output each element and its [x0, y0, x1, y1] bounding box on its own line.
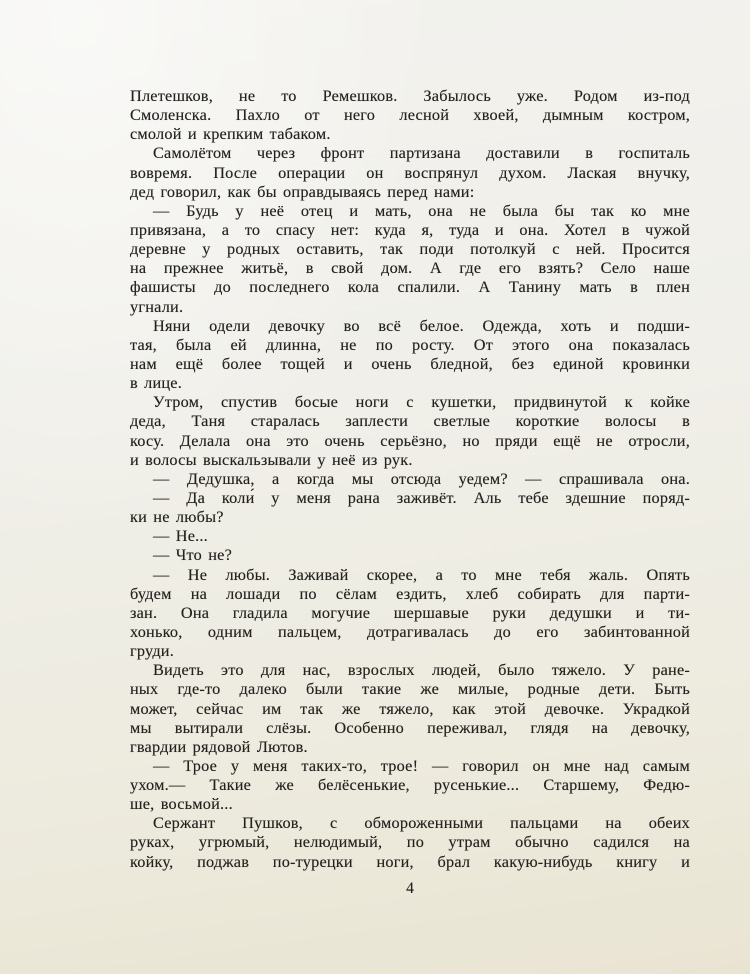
text-line: фашисты до последнего кола спалили. А Танину мать в плен	[130, 277, 690, 297]
text-line: Плетешков, не то Ремешков. Забылось уже. Родом из-под	[130, 86, 690, 105]
paragraph	[130, 143, 690, 200]
text-line: деда, Таня старалась заплести светлые короткие волосы в	[130, 411, 690, 431]
page-number: 4	[406, 880, 414, 897]
text-line: Няни одели девочку во всё белое. Одежда, хоть и подши-	[153, 315, 690, 335]
text-line: Утром, спустив босые ноги с кушетки, придвинутой к койке	[153, 392, 690, 412]
text-line: — Что не?	[153, 545, 233, 565]
paragraph	[130, 756, 690, 813]
text-line: смолой и крепким табаком.	[130, 124, 331, 144]
text-line: — Не любы. Заживай скорее, а то мне тебя жаль. Опять	[153, 564, 690, 584]
text-line: хонько, одним пальцем, дотрагивалась до его забинтованной	[130, 621, 690, 641]
paragraph	[130, 201, 690, 316]
text-line: — Дедушка, а когда мы отсюда уедем? — спрашивала она.	[153, 468, 690, 488]
text-line: на прежнее житьё, в свой дом. А где его взять? Село наше	[130, 258, 690, 278]
text-line: Смоленска. Пахло от него лесной хвоей, дымным костром,	[130, 105, 690, 125]
text-line: ше, восьмой...	[130, 794, 233, 814]
text-line: привязана, а то спасу нет: куда я, туда и она. Хотел в чужой	[130, 219, 690, 239]
paragraph	[130, 86, 690, 143]
text-line: деревне у родных оставить, так поди потолкуй с ней. Просится	[130, 239, 690, 259]
text-line: вовремя. После операции он воспрянул духом. Лаская внучку,	[130, 162, 690, 182]
text-line: дед говорил, как бы оправдываясь перед нами:	[130, 181, 475, 201]
text-line: в лице.	[130, 373, 183, 393]
text-line: Сержант Пушков, с обмороженными пальцами на обеих	[153, 813, 690, 833]
text-line: ухом.— Такие же белёсенькие, русенькие... Старшему, Федю-	[130, 775, 690, 795]
text-line: — Будь у неё отец и мать, она не была бы так ко мне	[153, 200, 690, 220]
text-line: может, сейчас им так же тяжело, как этой девочке. Украдкой	[130, 698, 690, 718]
text-line: нам ещё более тощей и очень бледной, без единой кровинки	[130, 353, 690, 373]
text-line: мы вытирали слёзы. Особенно переживал, глядя на девочку,	[130, 717, 690, 737]
paragraph	[130, 526, 690, 545]
paragraph	[130, 488, 690, 526]
text-line: — Да коли́ у меня рана заживёт. Аль тебе здешние поряд-	[153, 487, 690, 507]
text-line: руках, угрюмый, нелюдимый, по утрам обычно садился на	[130, 832, 690, 852]
text-line: тая, была ей длинна, не по росту. От этого она показалась	[130, 334, 690, 354]
paragraph	[130, 813, 690, 870]
paragraph	[130, 316, 690, 393]
text-line: будем на лошади по сёлам ездить, хлеб собирать для парти-	[130, 583, 690, 603]
page-text	[130, 86, 690, 871]
text-line: Самолётом через фронт партизана доставили в госпиталь	[153, 143, 690, 163]
text-line: ки не любы?	[130, 507, 224, 527]
text-line: и волосы выскальзывали у неё из рук.	[130, 449, 413, 469]
text-line: ных где-то далеко были такие же милые, родные дети. Быть	[130, 679, 690, 699]
paragraph	[130, 565, 690, 661]
paragraph	[130, 545, 690, 564]
text-line: косу. Делала она это очень серьёзно, но пряди ещё не отросли,	[130, 430, 690, 450]
paragraph	[130, 469, 690, 488]
text-line: Видеть это для нас, взрослых людей, было тяжело. У ране-	[153, 660, 690, 680]
text-line: зан. Она гладила могучие шершавые руки дедушки и ти-	[130, 602, 690, 622]
paragraph	[130, 660, 690, 756]
text-line: — Не...	[153, 526, 208, 546]
text-line: — Трое у меня таких-то, трое! — говорил он мне над самым	[153, 755, 690, 775]
paragraph	[130, 392, 690, 469]
text-line: гвардии рядовой Лютов.	[130, 736, 308, 756]
text-line: угнали.	[130, 296, 184, 316]
text-line: груди.	[130, 641, 174, 661]
text-line: койку, поджав по-турецки ноги, брал какую-нибудь книгу и	[130, 851, 690, 871]
